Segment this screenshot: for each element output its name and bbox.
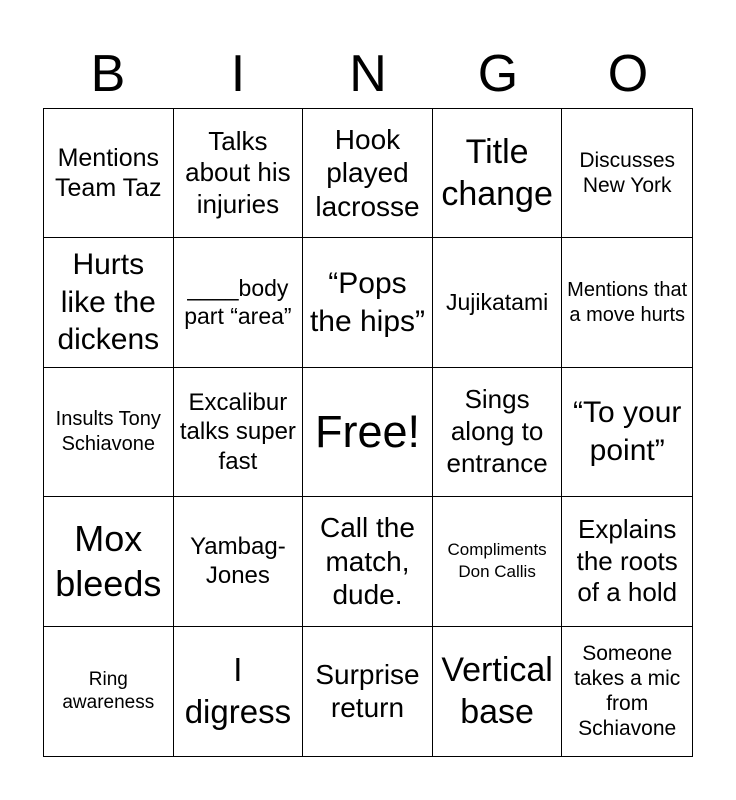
cell-text: Mox bleeds [55,518,162,605]
bingo-cell[interactable] [44,238,174,367]
bingo-cell[interactable] [44,109,174,238]
cell-text: ____body part “area” [184,275,292,329]
bingo-cell[interactable] [303,627,433,756]
cell-text: Compliments Don Callis [447,540,547,582]
bingo-cell[interactable] [562,368,692,497]
bingo-cell[interactable] [174,627,304,756]
cell-text: Hook played lacrosse [315,123,420,222]
bingo-cell[interactable] [562,627,692,756]
bingo-cell[interactable] [433,627,563,756]
header-letter-o: O [607,45,649,103]
bingo-cell[interactable] [174,497,304,626]
bingo-cell[interactable] [303,497,433,626]
bingo-cell[interactable] [433,497,563,626]
cell-text: “To your point” [573,396,682,467]
cell-text: Yambag-Jones [190,533,286,590]
cell-text: Ring awareness [62,668,155,714]
header-letter-g: G [477,45,519,103]
cell-text: Talks about his injuries [185,125,291,220]
cell-text: Call the match, dude. [320,512,415,611]
bingo-cell[interactable] [433,238,563,367]
bingo-cell[interactable] [303,109,433,238]
cell-text: Sings along to entrance [446,384,548,478]
free-space-text: Free! [314,405,420,457]
cell-text: Hurts like the dickens [57,248,160,357]
bingo-cell[interactable] [174,238,304,367]
bingo-cell[interactable] [44,368,174,497]
cell-text: Vertical base [441,650,553,732]
bingo-cell[interactable] [44,627,174,756]
bingo-cell[interactable] [303,238,433,367]
bingo-board [43,108,693,757]
bingo-cell[interactable] [562,109,692,238]
cell-text: Excalibur talks super fast [179,389,296,475]
header-letter-b: B [90,45,126,103]
cell-text: Mentions that a move hurts [567,278,688,326]
cell-text: Discusses New York [579,149,676,198]
bingo-cell[interactable] [433,109,563,238]
bingo-header [43,40,693,108]
bingo-cell[interactable] [433,368,563,497]
bingo-cell[interactable] [174,368,304,497]
cell-text: Insults Tony Schiavone [55,407,161,455]
header-letter-i: I [230,45,246,103]
free-space-cell[interactable] [303,368,433,497]
cell-text: Explains the roots of a hold [576,513,678,608]
cell-text: I digress [184,651,292,731]
cell-text: Someone takes a mic from Schiavone [574,641,681,741]
cell-text: Mentions Team Taz [55,143,162,203]
cell-text: Title change [441,132,553,214]
bingo-cell[interactable] [562,497,692,626]
cell-text: “Pops the hips” [309,267,426,338]
bingo-cell[interactable] [44,497,174,626]
bingo-cell[interactable] [174,109,304,238]
cell-text: Jujikatami [445,288,549,315]
cell-text: Surprise return [315,658,420,724]
bingo-cell[interactable] [562,238,692,367]
header-letter-n: N [349,45,387,103]
